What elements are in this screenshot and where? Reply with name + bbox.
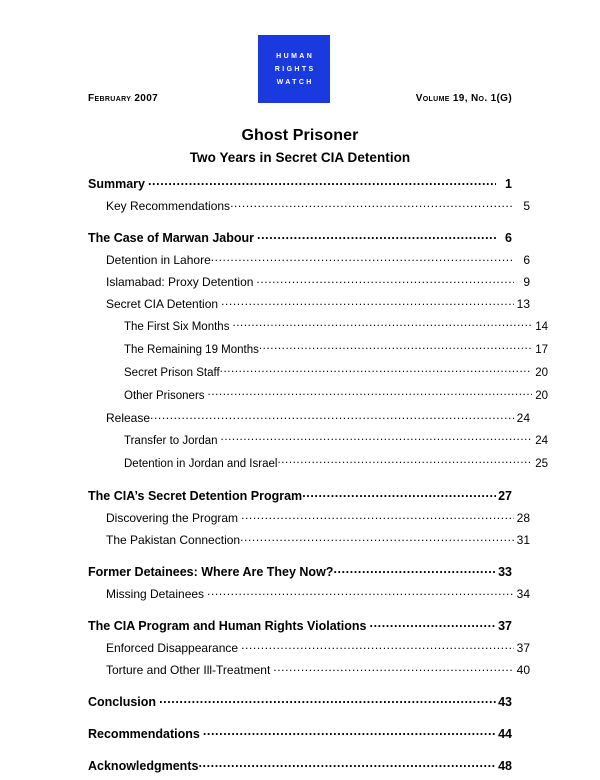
toc-page-number: 25 — [535, 458, 548, 470]
toc-entry[interactable] — [88, 318, 548, 341]
toc-dot-leader — [241, 640, 514, 652]
toc-dot-leader — [240, 532, 514, 544]
page-title: Ghost Prisoner — [241, 127, 359, 144]
logo-line-human: HUMAN — [276, 52, 315, 60]
toc-page-number: 43 — [498, 695, 512, 709]
toc-entry-label: Former Detainees: Where Are They Now? — [88, 565, 334, 579]
logo-line-rights: RIGHTS — [274, 65, 316, 73]
toc-dot-leader — [221, 296, 514, 308]
toc-entry[interactable] — [88, 694, 512, 716]
toc-entry-label: The Pakistan Connection — [106, 533, 241, 547]
toc-entry[interactable] — [88, 432, 548, 455]
toc-entry[interactable] — [88, 586, 530, 608]
toc-entry[interactable] — [88, 510, 530, 532]
toc-entry[interactable] — [88, 455, 548, 478]
toc-entry[interactable] — [88, 176, 512, 198]
toc-page-number: 14 — [535, 321, 548, 333]
toc-entry-label: Secret CIA Detention — [106, 297, 219, 311]
toc-entry-label: The CIA Program and Human Rights Violations — [88, 619, 367, 633]
page-subtitle: Two Years in Secret CIA Detention — [189, 150, 411, 165]
human-rights-watch-logo — [258, 35, 330, 103]
toc-entry[interactable] — [88, 252, 530, 274]
toc-page-number: 20 — [535, 390, 548, 402]
logo-line-watch: WATCH — [276, 78, 314, 86]
toc-dot-leader — [221, 432, 532, 444]
volume-number: Volume 19, No. 1(G) — [415, 93, 512, 104]
toc-page-number: 33 — [498, 565, 512, 579]
toc-entry[interactable] — [88, 618, 512, 640]
toc-entry[interactable] — [88, 296, 530, 318]
toc-page-number: 44 — [498, 727, 512, 741]
toc-dot-leader — [207, 586, 514, 598]
toc-dot-leader — [256, 274, 514, 286]
table-of-contents — [88, 176, 548, 780]
toc-page-number: 20 — [535, 367, 548, 379]
toc-dot-leader — [333, 564, 496, 576]
toc-dot-leader — [148, 176, 496, 188]
toc-entry-label: Detention in Lahore — [106, 253, 211, 267]
toc-page-number: 37 — [516, 641, 530, 655]
toc-entry[interactable] — [88, 662, 530, 684]
toc-entry[interactable] — [88, 488, 512, 510]
toc-entry-label: Detention in Jordan and Israel — [124, 458, 278, 470]
toc-entry-label: The Case of Marwan Jabour — [88, 231, 255, 245]
toc-entry-label: Release — [106, 411, 151, 425]
toc-entry-label: Enforced Disappearance — [106, 641, 239, 655]
toc-page-number: 31 — [516, 533, 530, 547]
toc-page-number: 24 — [535, 435, 548, 447]
toc-dot-leader — [220, 364, 532, 376]
toc-page-number: 37 — [498, 619, 512, 633]
toc-entry-label: Conclusion — [88, 695, 157, 709]
toc-entry-label: Recommendations — [88, 727, 200, 741]
toc-entry[interactable] — [88, 198, 530, 220]
toc-entry-label: The CIA’s Secret Detention Program — [88, 489, 303, 503]
toc-page-number: 9 — [523, 275, 530, 289]
toc-page-number: 17 — [535, 344, 548, 356]
toc-dot-leader — [230, 198, 514, 210]
toc-entry[interactable] — [88, 758, 512, 780]
toc-entry[interactable] — [88, 341, 548, 364]
toc-page-number: 27 — [498, 489, 512, 503]
toc-dot-leader — [273, 662, 514, 674]
toc-entry-label: Secret Prison Staff — [124, 367, 220, 379]
toc-entry[interactable] — [88, 564, 512, 586]
toc-entry[interactable] — [88, 532, 530, 554]
toc-page-number: 28 — [516, 511, 530, 525]
toc-dot-leader — [241, 510, 514, 522]
toc-dot-leader — [150, 410, 514, 422]
toc-entry-label: The Remaining 19 Months — [124, 344, 259, 356]
toc-entry-label: The First Six Months — [124, 321, 230, 333]
toc-entry-label: Discovering the Program — [106, 511, 239, 525]
toc-dot-leader — [277, 455, 532, 467]
masthead — [0, 0, 600, 115]
toc-entry-label: Summary — [88, 177, 145, 191]
toc-entry[interactable] — [88, 230, 512, 252]
toc-entry-label: Transfer to Jordan — [124, 435, 218, 447]
toc-dot-leader — [259, 341, 532, 353]
toc-dot-leader — [232, 318, 532, 330]
toc-entry-label: Missing Detainees — [106, 587, 205, 601]
toc-page-number: 6 — [523, 253, 530, 267]
toc-dot-leader — [203, 726, 496, 738]
toc-dot-leader — [211, 252, 514, 264]
toc-page-number: 34 — [516, 587, 530, 601]
toc-entry[interactable] — [88, 410, 530, 432]
toc-page-number: 24 — [516, 411, 530, 425]
toc-entry[interactable] — [88, 387, 548, 410]
toc-page-number: 1 — [505, 177, 512, 191]
toc-page-number: 5 — [523, 199, 530, 213]
toc-dot-leader — [302, 488, 496, 500]
toc-entry[interactable] — [88, 640, 530, 662]
publication-date: February 2007 — [88, 93, 159, 104]
toc-entry-label: Acknowledgments — [88, 759, 199, 773]
toc-dot-leader — [370, 618, 496, 630]
toc-dot-leader — [198, 758, 496, 770]
toc-page-number: 48 — [498, 759, 512, 773]
toc-dot-leader — [159, 694, 496, 706]
toc-entry-label: Torture and Other Ill-Treatment — [106, 663, 271, 677]
toc-dot-leader — [257, 230, 496, 242]
toc-entry-label: Key Recommendations — [106, 199, 231, 213]
toc-entry[interactable] — [88, 726, 512, 748]
toc-entry[interactable] — [88, 364, 548, 387]
toc-page-number: 13 — [516, 297, 530, 311]
toc-dot-leader — [208, 387, 532, 399]
toc-page-number: 40 — [516, 663, 530, 677]
toc-entry-label: Other Prisoners — [124, 390, 205, 402]
toc-page-number: 6 — [505, 231, 512, 245]
toc-entry[interactable] — [88, 274, 530, 296]
toc-entry-label: Islamabad: Proxy Detention — [106, 275, 254, 289]
